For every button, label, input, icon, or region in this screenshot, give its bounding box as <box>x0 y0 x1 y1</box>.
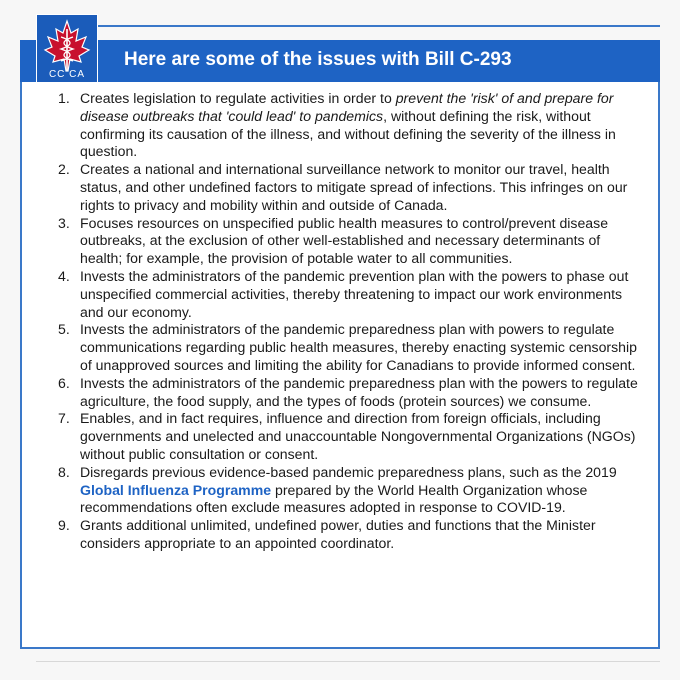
issue-number: 9. <box>58 517 70 534</box>
issue-item-9 <box>52 517 638 553</box>
issue-item-8 <box>52 464 638 517</box>
issue-number: 4. <box>58 267 70 284</box>
issue-emphasis: prevent the 'risk' of and prepare for disease outbreaks that 'could lead' to pandemics <box>80 90 614 124</box>
issue-text: Creates legislation to regulate activities in order to <box>80 90 396 106</box>
issue-number: 3. <box>58 214 70 231</box>
issue-text: Invests the administrators of the pandemic preparedness plan with powers to regulate communications regarding public health measures, thereby enacting systemic censorship of unapproved sources and limiting the ability for Canadians to provide informed consent. <box>80 321 637 373</box>
issue-item-6 <box>52 375 638 411</box>
issue-number: 6. <box>58 374 70 391</box>
issue-text: Invests the administrators of the pandemic preparedness plan with the powers to regulate agriculture, the food supply, and the types of foods (protein sources) we consume. <box>80 374 638 409</box>
issue-text: Creates a national and international surveillance network to monitor our travel, health status, and other undefined factors to mitigate spread of infections. This infringes on our rights to privacy and mobility within and outside of Canada. <box>80 161 628 213</box>
issue-item-5 <box>52 321 638 374</box>
issue-text: , without defining the risk, without confirming its causation of the illness, and without defining the severity of the illness in question. <box>80 107 616 160</box>
page-title: Here are some of the issues with Bill C-293 <box>124 49 512 70</box>
issue-text: Focuses resources on unspecified public health measures to control/prevent disease outbreaks, at the exclusion of other well-established and necessary determinants of health; for example, the provision of potable water to all communities. <box>80 214 609 267</box>
issue-item-7 <box>52 410 638 463</box>
ccca-logo <box>36 14 98 88</box>
issue-item-3 <box>52 215 638 268</box>
global-influenza-programme-link[interactable]: Global Influenza Programme <box>80 481 272 498</box>
issue-item-1 <box>52 90 638 161</box>
issue-text: prepared by the World Health Organization whose recommendations often exclude measures adopted in response to COVID-19. <box>80 481 588 516</box>
issues-list <box>52 90 638 553</box>
issue-number: 8. <box>58 463 70 480</box>
issue-text: Disregards previous evidence-based pandemic preparedness plans, such as the 2019 <box>80 463 617 480</box>
issue-item-4 <box>52 268 638 321</box>
issue-text: Grants additional unlimited, undefined power, duties and functions that the Minister considers appropriate to an appointed coordinator. <box>80 517 596 551</box>
issue-text: Invests the administrators of the pandemic prevention plan with the powers to phase out unspecified commercial activities, thereby threatening to impact our work environments and our economy. <box>80 267 629 320</box>
logo-text: CC CA <box>48 69 86 80</box>
bottom-divider <box>36 661 660 662</box>
issue-text: Enables, and in fact requires, influence and direction from foreign officials, including governments and unelected and unaccountable Nongovernmental Organizations (NGOs) without public consultation or consent. <box>80 410 636 462</box>
issue-number: 7. <box>58 410 70 427</box>
issues-panel <box>20 82 660 649</box>
top-divider <box>36 25 660 27</box>
issue-number: 5. <box>58 321 70 338</box>
issue-number: 2. <box>58 161 70 178</box>
issue-number: 1. <box>58 90 70 106</box>
issue-item-2 <box>52 161 638 214</box>
